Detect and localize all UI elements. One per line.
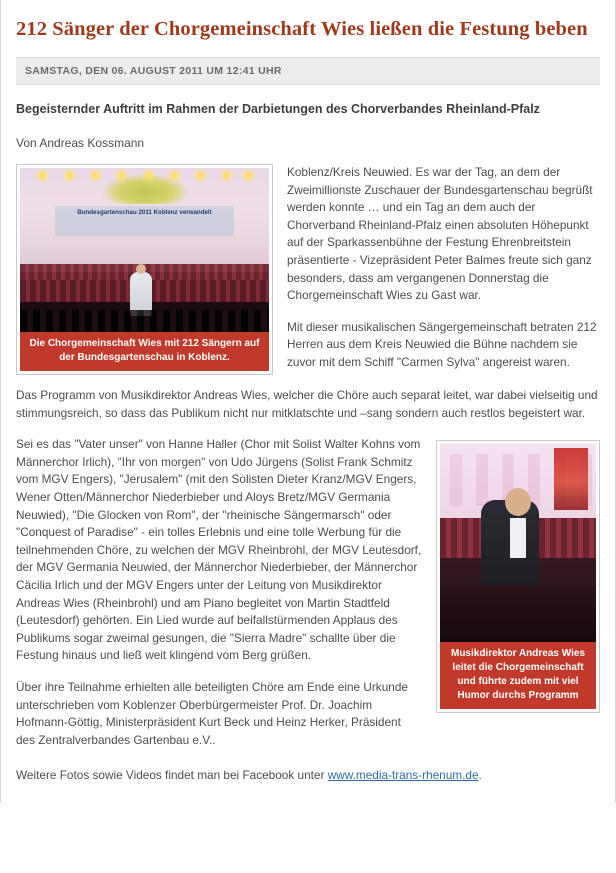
stage-photo-figure [16,164,273,375]
stage-photo-image [20,168,269,332]
audience-silhouette [20,310,269,332]
article-byline: Von Andreas Kossmann [16,136,145,150]
article-subtitle: Begeisternder Auftritt im Rahmen der Darbietungen des Chorverbandes Rheinland-Pfalz [16,102,540,116]
conductor-photo-figure [436,440,600,713]
stage-lights [35,172,254,182]
paragraph-3: Das Programm von Musikdirektor Andreas Wies, welcher die Chöre auch separat leitet, war dabei vielseitig und stimmungsreich, so dass das Publikum nicht nur mitklatschte und –sang sondern auch restlos begeistert war. [16,388,598,420]
paragraph-2: Mit dieser musikalischen Sängergemeinschaft betraten 212 Herren aus dem Kreis Neuwied die Bühne nachdem sie zuvor mit dem Schiff "Carmen Sylva" angereist waren. [287,319,597,369]
conductor-shirt [510,518,526,558]
conductor-photo-caption: Musikdirektor Andreas Wies leitet die Chorgemeinschaft und führte zudem mit viel Humor durchs Programm [440,642,596,709]
paragraph-5: Über ihre Teilnahme erhielten alle beteiligten Chöre am Ende eine Urkunde unterschrieben vom Koblenzer Oberbürgermeister Prof. Dr. Joachim Hofmann-Göttig, Ministerpräsident Kurt Beck und Heinz Herker, Präsident des Zentralverbandes Gartenbau e.V.. [16,679,408,747]
paragraph-1: Koblenz/Kreis Neuwied. Es war der Tag, an dem der Zweimillionste Zuschauer der Bundesgartenschau begrüßt werden konnte … und ein Tag an dem auch der Chorverband Rheinland-Pfalz einen absoluten Höhepunkt auf der Sparkassenbühne der Festung Ehrenbreitstein präsentierte - Vizepräsident Peter Balmes freute sich ganz besonders, dass am vergangenen Donnerstag die Chorgemeinschaft Wies zu Gast war. [287,165,593,303]
paragraph-4: Sei es das "Vater unser" von Hanne Haller (Chor mit Solist Walter Kohns vom Männerchor Irlich), "Ihr von morgen" von Udo Jürgens (Solist Frank Schmitz vom MGV Engers), "Jerusalem" (mit den Solisten Dieter Kranz/MGV Engers, Wener Otten/Männerchor Niederbieber und Aloys Bretz/MGV Germania Neuwied), "Die Glocken von Rom", der "rheinische Sängermarsch" oder "Conquest of Paradise" - ein tolles Erlebnis und eine tolle Werbung für die teilnehmenden Chöre, zu welchen der MGV Rheinbrohl, der MGV Leutesdorf, der MGV Germania Neuwied, der Männerchor Niederbieber, der Männerchor Cäcilia Irlich und der MGV Engers unter der Leitung von Musikdirektor Andreas Wies (Rheinbrohl) und am Piano begleitet von Martin Stadtfeld (Leutesdorf) gehörten. Ein Lied wurde auf beifallstürmenden Applaus des Publikums sogar zweimal gesungen, die "Sierra Madre" schallte über die Festung hinaus und ließ weit klingend vom Berg grüßen. [16,437,422,663]
stage-banner-text: Bundesgartenschau 2011 Koblenz verwandelt [77,209,212,216]
page-title: 212 Sänger der Chorgemeinschaft Wies ließen die Festung beben [16,18,588,40]
closing-paragraph [16,767,600,785]
closing-text-before: Weitere Fotos sowie Videos findet man bei Facebook unter [16,768,328,783]
conductor-head [505,488,531,516]
article-date: SAMSTAG, DEN 06. AUGUST 2011 UM 12:41 UHR [16,57,600,85]
conductor-foreground-shadow [440,586,596,642]
conductor-photo-image [440,444,596,642]
stage-photo-caption: Die Chorgemeinschaft Wies mit 212 Sängern auf der Bundesgartenschau in Koblenz. [20,332,269,371]
page-border-left [0,0,1,803]
red-flag-decoration [554,448,588,510]
closing-text-after: . [478,768,482,783]
facebook-gallery-link[interactable]: www.media-trans-rhenum.de [327,768,479,783]
